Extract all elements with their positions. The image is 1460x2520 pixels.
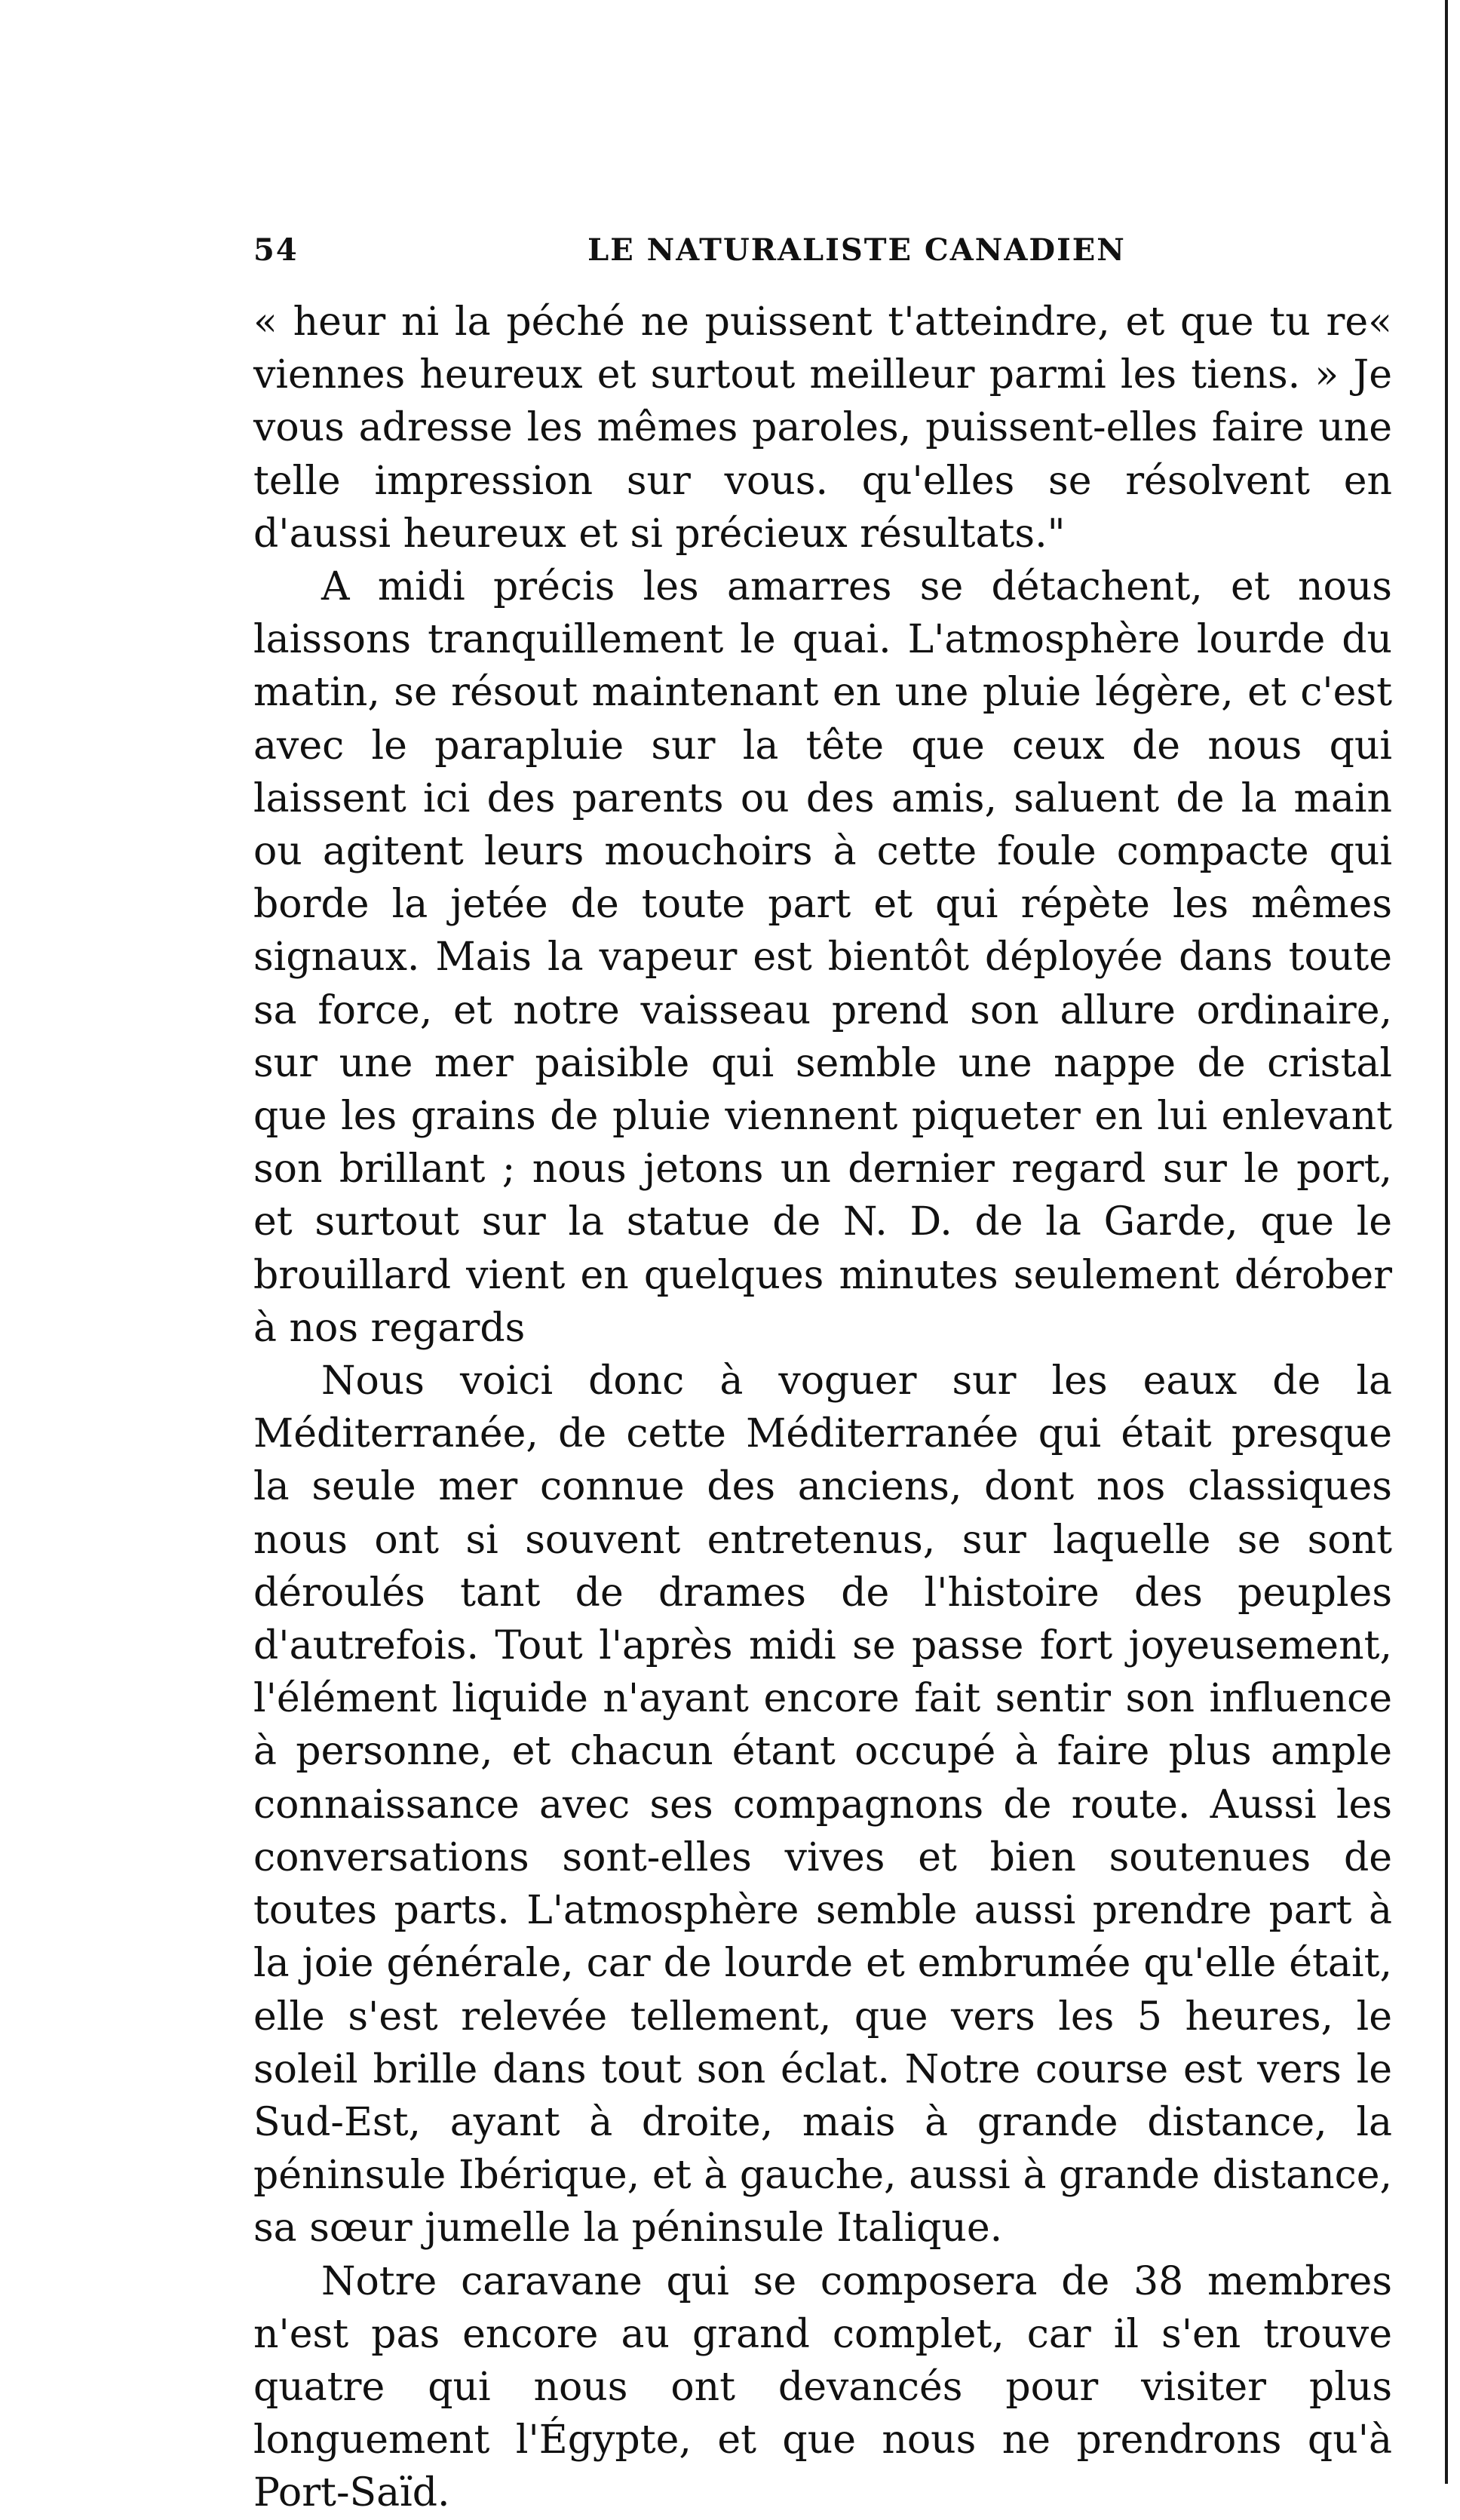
paragraph-mediterranean: Nous voici donc à voguer sur les eaux de la Méditerranée, de cette Méditerranée qui était presque la seule mer connue des anciens, dont nos classiques nous ont si souvent entretenus, sur laquelle se sont déroulés tant de drames de l'histoire des peuples d'autrefois. Tout l'après midi se passe fort joyeusement, l'élément liquide n'ayant encore fait sentir son influence à personne, et chacun étant occupé à faire plus ample connaissance avec ses compagnons de route. Aussi les conversations sont-elles vives et bien soutenues de toutes parts. L'atmosphère semble aussi prendre part à la joie générale, car de lourde et embrumée qu'elle était, elle s'est relevée tellement, que vers les 5 heures, le soleil brille dans tout son éclat. Notre course est vers le Sud-Est, ayant à droite, mais à grande distance, la péninsule Ibérique, et à gauche, aussi à grande distance, sa sœur jumelle la péninsule Italique. [253,1358,1392,2251]
running-title: LE NATURALISTE CANADIEN [587,232,1126,268]
page-body [253,296,1392,2520]
paragraph-caravan: Notre caravane qui se composera de 38 membres n'est pas encore au grand complet, car il s'en trouve quatre qui nous ont devancés pour visiter plus longuement l'Égypte, et que nous ne prendrons qu'à Port-Saïd. [253,2258,1392,2516]
paragraph-departure: A midi précis les amarres se détachent, et nous laissons tranquillement le quai. L'atmosphère lourde du matin, se résout maintenant en une pluie légère, et c'est avec le parapluie sur la tête que ceux de nous qui laissent ici des parents ou des amis, saluent de la main ou agitent leurs mouchoirs à cette foule compacte qui borde la jetée de toute part et qui répète les mêmes signaux. Mais la vapeur est bientôt déployée dans toute sa force, et notre vaisseau prend son allure ordinaire, sur une mer paisible qui semble une nappe de cristal que les grains de pluie viennent piqueter en lui enlevant son brillant ; nous jetons un dernier regard sur le port, et surtout sur la statue de N. D. de la Garde, que le brouillard vient en quelques minutes seulement dérober à nos regards [253,564,1392,1351]
page-number: 54 [253,232,299,268]
page-binding-edge [1445,0,1448,2484]
paragraph-continuation: « heur ni la péché ne puissent t'atteindre, et que tu re« viennes heureux et surtout meilleur parmi les tiens. » Je vous adresse les mêmes paroles, puissent-elles faire une telle impression sur vous. qu'elles se résolvent en d'aussi heureux et si précieux résultats." [253,299,1392,557]
